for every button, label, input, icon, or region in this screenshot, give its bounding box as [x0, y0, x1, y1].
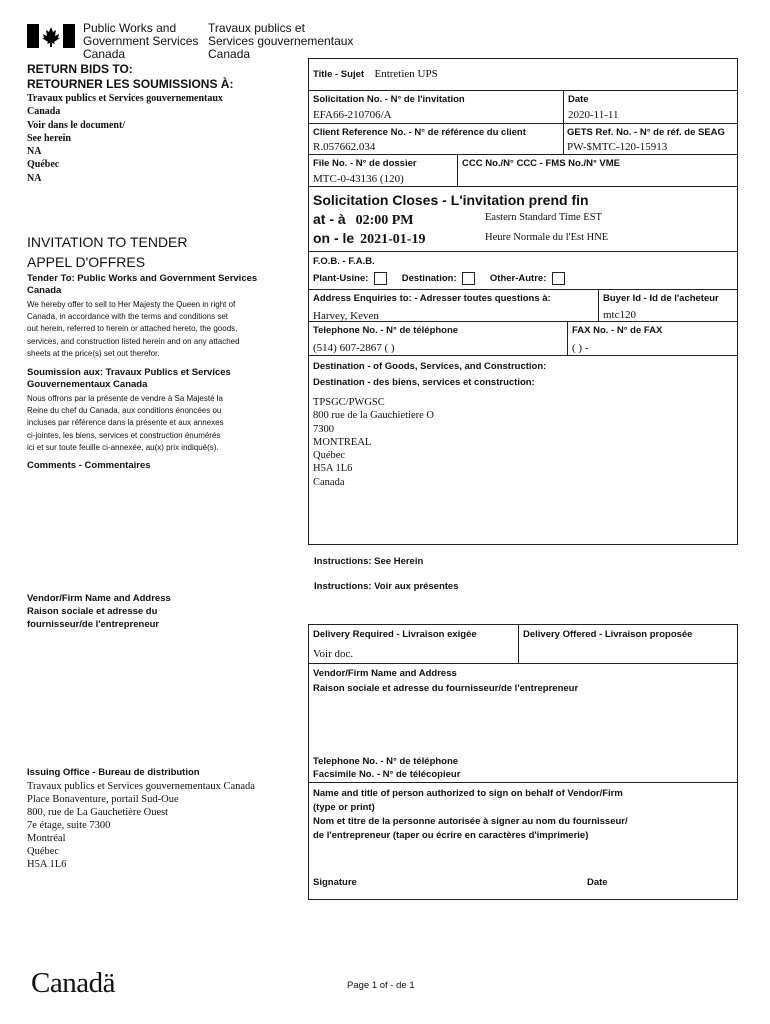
fob-options — [313, 271, 571, 287]
tender-to — [27, 273, 257, 297]
client-ref-label: Client Reference No. - N° de référence du client — [313, 127, 526, 138]
dept-en-line: Government Services — [83, 34, 199, 48]
issuing-line: Québec — [27, 846, 60, 857]
invitation-title-fr: APPEL D'OFFRES — [27, 254, 146, 270]
return-address-line: Voir dans le document/ — [27, 119, 126, 131]
offer-line: We hereby offer to sell to Her Majesty the Queen in right of — [27, 300, 236, 309]
solicitation-value: EFA66-210706/A — [313, 109, 392, 121]
authorized-label: (type or print) — [313, 802, 375, 813]
telephone-field — [313, 325, 458, 355]
offer-line: ci-jointes, les biens, services et construction énumérés — [27, 430, 221, 440]
issuing-line: Travaux publics et Services gouvernementaux Canada — [27, 781, 255, 792]
plant-label: Plant-Usine: — [313, 273, 369, 284]
fax-field — [572, 325, 662, 355]
return-bids-en: RETURN BIDS TO: — [27, 62, 133, 76]
signature-label: Signature — [313, 877, 357, 888]
gets-reference-field — [567, 127, 725, 154]
vendor-left-line: Raison sociale et adresse du — [27, 606, 158, 617]
destination-goods-field — [313, 360, 546, 489]
closing-time-value: 02:00 PM — [355, 213, 414, 228]
gets-label: GETS Ref. No. - N° de réf. de SEAG — [567, 127, 725, 138]
department-name-en — [83, 22, 198, 61]
offer-line: Canada, in accordance with the terms and conditions set — [27, 312, 229, 322]
solicitation-label: Solicitation No. - N° de l'invitation — [313, 94, 465, 105]
destination-label: Destination: — [401, 273, 457, 284]
buyer-label: Buyer Id - Id de l'acheteur — [603, 293, 719, 304]
other-label: Other-Autre: — [489, 273, 547, 284]
soumission-line: Gouvernementaux Canada — [27, 379, 148, 390]
client-ref-value: R.057662.034 — [313, 141, 376, 153]
fob-label: F.O.B. - F.A.B. — [313, 256, 375, 267]
timezone-en: Eastern Standard Time EST — [485, 212, 602, 223]
issuing-line: 7e étage, suite 7300 — [27, 820, 111, 831]
signature-date-label: Date — [587, 877, 608, 888]
destination-line: MONTREAL — [313, 436, 372, 448]
date-field — [568, 94, 619, 122]
offer-line: out herein, referred to herein or attached hereto, the goods, — [27, 324, 238, 334]
address-enquiries-label: Address Enquiries to: - Adresser toutes questions à: — [313, 293, 551, 304]
tender-to-line: Canada — [27, 285, 62, 296]
on-label: on - le — [313, 230, 355, 246]
offer-line: sheets at the price(s) set out therefor. — [27, 348, 160, 358]
offer-text-en — [27, 299, 240, 360]
soumission-title — [27, 367, 231, 391]
destination-line: 800 rue de la Gauchietiere O — [313, 410, 434, 422]
at-label: at - à — [313, 211, 346, 227]
title-label: Title - Sujet — [313, 69, 365, 80]
vendor-contact-field — [313, 755, 460, 781]
page-number: Page 1 of - de 1 — [347, 980, 415, 991]
address-enquiries-field — [313, 293, 551, 323]
issuing-office-title: Issuing Office - Bureau de distribution — [27, 767, 200, 778]
other-checkbox[interactable] — [552, 272, 565, 285]
file-value: MTC-0-43136 (120) — [313, 173, 404, 185]
vendor-left-label — [27, 592, 171, 631]
destination-line: H5A 1L6 — [313, 463, 353, 475]
return-address-line: Canada — [27, 106, 61, 118]
return-address-line: NA — [27, 146, 42, 158]
canada-flag-icon — [27, 24, 75, 48]
tender-to-line: Tender To: Public Works and Government Services — [27, 273, 258, 284]
offer-line: incluses par référence dans la présente et aux annexes — [27, 418, 224, 428]
offer-line: services, and construction listed herein and on any attached — [27, 336, 240, 346]
dept-en-line: Public Works and — [83, 21, 177, 35]
authorized-label: de l'entrepreneur (taper ou écrire en caractères d'imprimerie) — [313, 830, 589, 841]
instructions-en: Instructions: See Herein — [314, 556, 424, 567]
telephone-label: Telephone No. - N° de téléphone — [313, 325, 459, 336]
vendor-left-line: Vendor/Firm Name and Address — [27, 593, 171, 604]
destination-line: 7300 — [313, 423, 334, 435]
return-address-line: Travaux publics et Services gouvernementaux — [27, 93, 223, 104]
dept-en-line: Canada — [83, 47, 126, 61]
client-reference-field — [313, 127, 526, 154]
date-label: Date — [568, 94, 589, 105]
return-bids-title — [27, 62, 233, 92]
comments-label: Comments - Commentaires — [27, 460, 151, 471]
instructions-fr: Instructions: Voir aux présentes — [314, 581, 459, 592]
closing-time — [313, 210, 414, 230]
delivery-required-field — [313, 629, 477, 661]
destination-goods-fr: Destination - des biens, services et construction: — [313, 377, 535, 388]
fax-value: ( ) - — [572, 342, 589, 354]
dept-fr-line: Canada — [208, 47, 251, 61]
department-name-fr — [208, 22, 353, 61]
timezone-fr: Heure Normale du l'Est HNE — [485, 232, 609, 243]
issuing-line: Place Bonaventure, portail Sud-Oue — [27, 794, 179, 805]
vendor-name-address-field — [313, 666, 578, 696]
destination-goods-en: Destination - of Goods, Services, and Construction: — [313, 361, 547, 372]
gets-value: PW-$MTC-120-15913 — [567, 141, 668, 153]
solicitation-number-field — [313, 94, 465, 122]
dept-fr-line: Services gouvernementaux — [208, 34, 354, 48]
destination-address — [313, 396, 546, 489]
delivery-offered-label: Delivery Offered - Livraison proposée — [523, 629, 693, 640]
vendor-fax-label: Facsimile No. - N° de télécopieur — [313, 769, 461, 780]
buyer-value: mtc120 — [603, 309, 636, 321]
date-value: 2020-11-11 — [568, 109, 619, 121]
issuing-line: Montréal — [27, 833, 66, 844]
solicitation-closes-title: Solicitation Closes - L'invitation prend fin — [313, 192, 589, 208]
fax-label: FAX No. - N° de FAX — [572, 325, 663, 336]
address-enquiries-value: Harvey, Keven — [313, 310, 379, 322]
destination-line: TPSGC/PWGSC — [313, 397, 385, 408]
issuing-line: H5A 1L6 — [27, 859, 67, 870]
closing-date — [313, 229, 425, 249]
invitation-title — [27, 232, 188, 272]
destination-line: Canada — [313, 476, 345, 488]
authorized-label: Name and title of person authorized to sign on behalf of Vendor/Firm — [313, 788, 623, 799]
file-number-field — [313, 158, 417, 186]
return-address — [27, 92, 223, 185]
title-value: Entretien UPS — [374, 68, 438, 80]
return-address-line: NA — [27, 172, 42, 184]
buyer-id-field — [603, 293, 719, 322]
authorized-person-field — [313, 787, 628, 843]
ccc-label: CCC No./N° CCC - FMS No./N° VME — [462, 158, 621, 169]
soumission-line: Soumission aux: Travaux Publics et Services — [27, 367, 231, 378]
destination-checkbox[interactable] — [462, 272, 475, 285]
return-bids-fr: RETOURNER LES SOUMISSIONS À: — [27, 77, 234, 91]
vendor-label-fr: Raison sociale et adresse du fournisseur/de l'entrepreneur — [313, 683, 579, 694]
vendor-label-en: Vendor/Firm Name and Address — [313, 668, 457, 679]
file-label: File No. - N° de dossier — [313, 158, 417, 169]
issuing-line: 800, rue de La Gauchetière Ouest — [27, 807, 169, 818]
return-address-line: Québec — [27, 159, 60, 171]
canada-wordmark: Canadä — [31, 967, 115, 999]
title-field — [313, 64, 438, 82]
invitation-title-en: INVITATION TO TENDER — [27, 234, 188, 250]
plant-checkbox[interactable] — [374, 272, 387, 285]
offer-text-fr — [27, 393, 224, 454]
delivery-required-label: Delivery Required - Livraison exigée — [313, 629, 477, 640]
offer-line: Reine du chef du Canada, aux conditions énoncées ou — [27, 406, 222, 416]
authorized-label: Nom et titre de la personne autorisée à signer au nom du fournisseur/ — [313, 816, 628, 827]
vendor-left-line: fournisseur/de l'entrepreneur — [27, 619, 160, 630]
return-address-line: See herein — [27, 132, 71, 144]
offer-line: ici et sur toute feuille ci-annexée, au(x) prix indiqué(s). — [27, 442, 219, 452]
vendor-telephone-label: Telephone No. - N° de téléphone — [313, 756, 459, 767]
telephone-value: (514) 607-2867 ( ) — [313, 342, 395, 354]
delivery-required-value: Voir doc. — [313, 648, 354, 660]
issuing-office-address — [27, 780, 255, 871]
destination-line: Québec — [313, 450, 346, 462]
dept-fr-line: Travaux publics et — [208, 21, 305, 35]
offer-line: Nous offrons par la présente de vendre à Sa Majesté la — [27, 394, 223, 403]
closing-date-value: 2021-01-19 — [360, 232, 426, 247]
